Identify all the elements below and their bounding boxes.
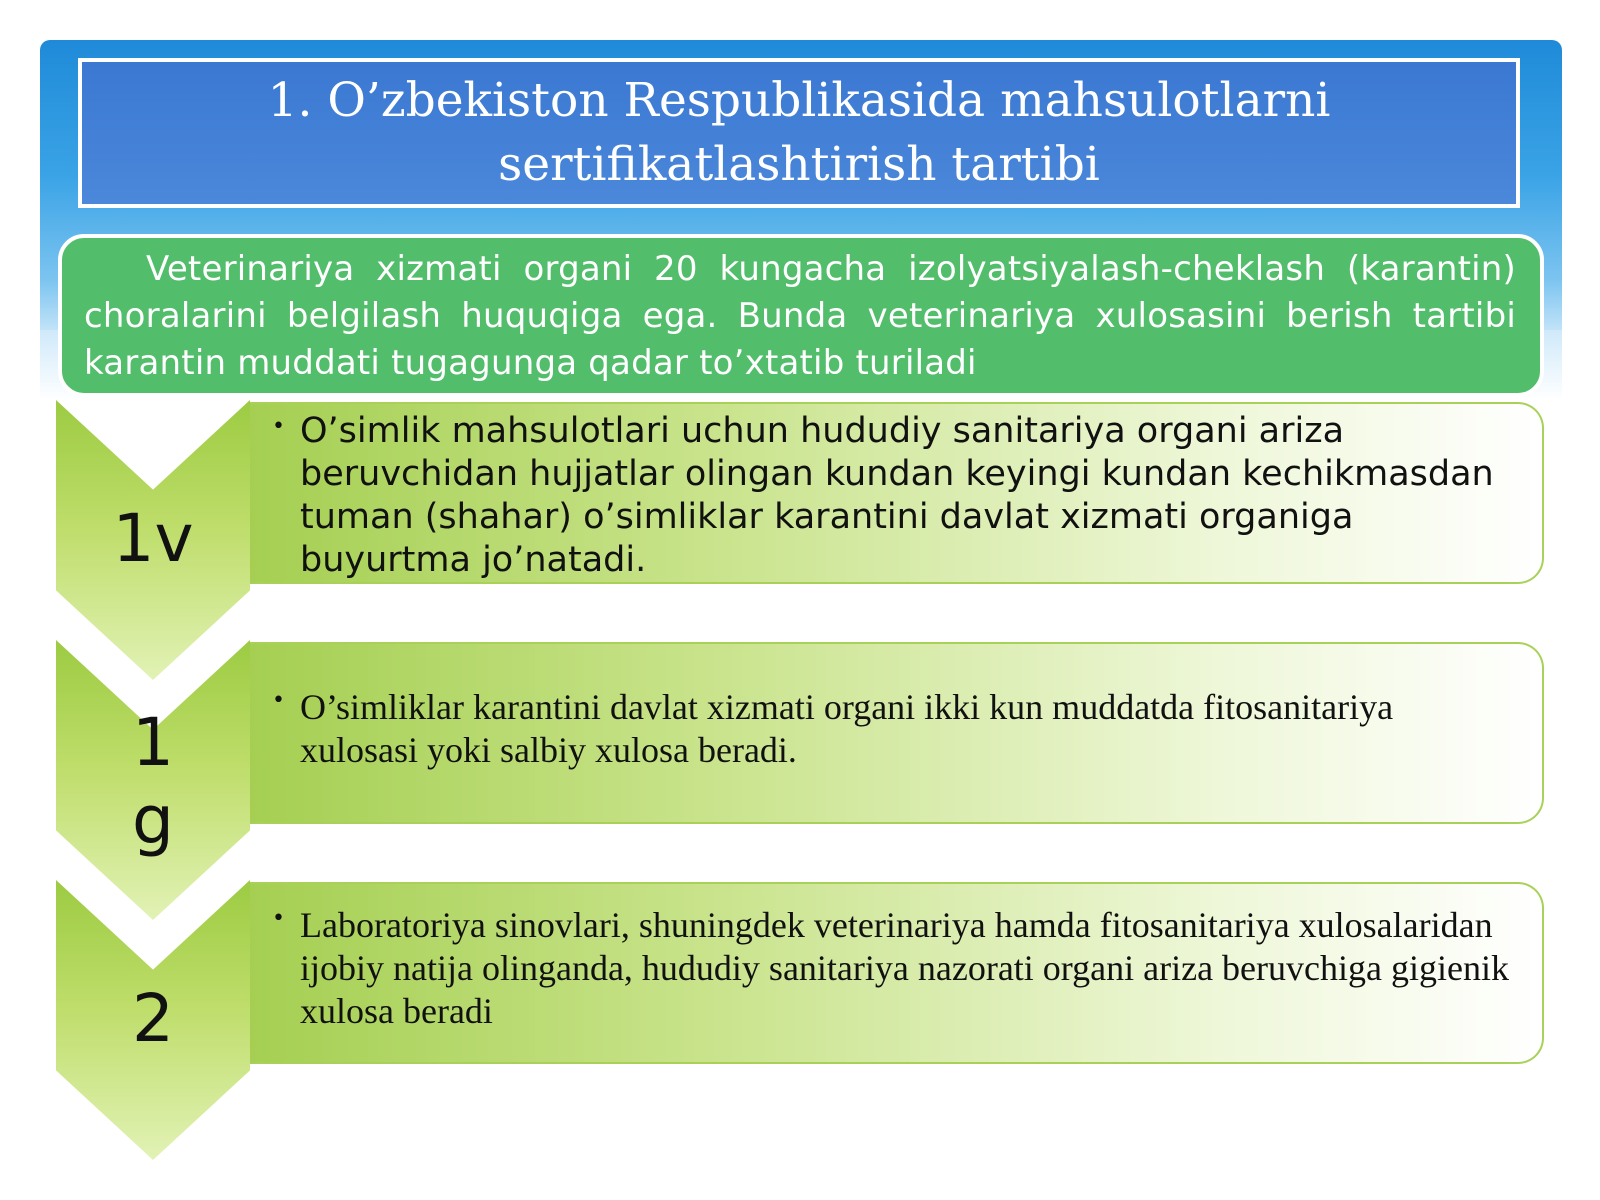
page-title: 1. O’zbekiston Respublikasida mahsulotlarni sertifikatlashtirish tartibi: [267, 73, 1331, 192]
intro-box: [58, 234, 1544, 397]
step-text-1g: O’simliklar karantini davlat xizmati organi ikki kun muddatda fitosanitariya xulosasi yoki salbiy xulosa beradi.: [300, 687, 1394, 770]
bullet-2: •: [272, 906, 285, 931]
step-label-1g-line1: 1: [132, 704, 174, 781]
step-label-1v: 1v: [112, 500, 194, 577]
step-label-2: 2: [132, 980, 174, 1057]
step-text-1v: O’simlik mahsulotlari uchun hududiy sanitariya organi ariza beruvchidan hujjatlar olingan kundan keyingi kundan kechikmasdan tuman (shahar) o’simliklar karantini davlat xizmati organiga buyurtma jo’natadi.: [300, 411, 1494, 580]
bullet-1v: •: [272, 414, 285, 439]
intro-text: Veterinariya xizmati organi 20 kungacha izolyatsiyalash-cheklash (karantin) choralarini belgilash huquqiga ega. Bunda veterinariya xulosasini berish tartibi karantin muddati tugagunga qadar to’xtatib turiladi: [84, 249, 1516, 383]
bullet-1g: •: [272, 688, 285, 713]
step-text-2: Laboratoriya sinovlari, shuningdek veterinariya hamda fitosanitariya xulosalaridan ijobiy natija olinganda, hududiy sanitariya nazorati organi ariza beruvchiga gigienik xulosa beradi: [300, 905, 1509, 1031]
step-label-1g-line2: g: [132, 782, 174, 859]
title-box: [78, 58, 1520, 208]
